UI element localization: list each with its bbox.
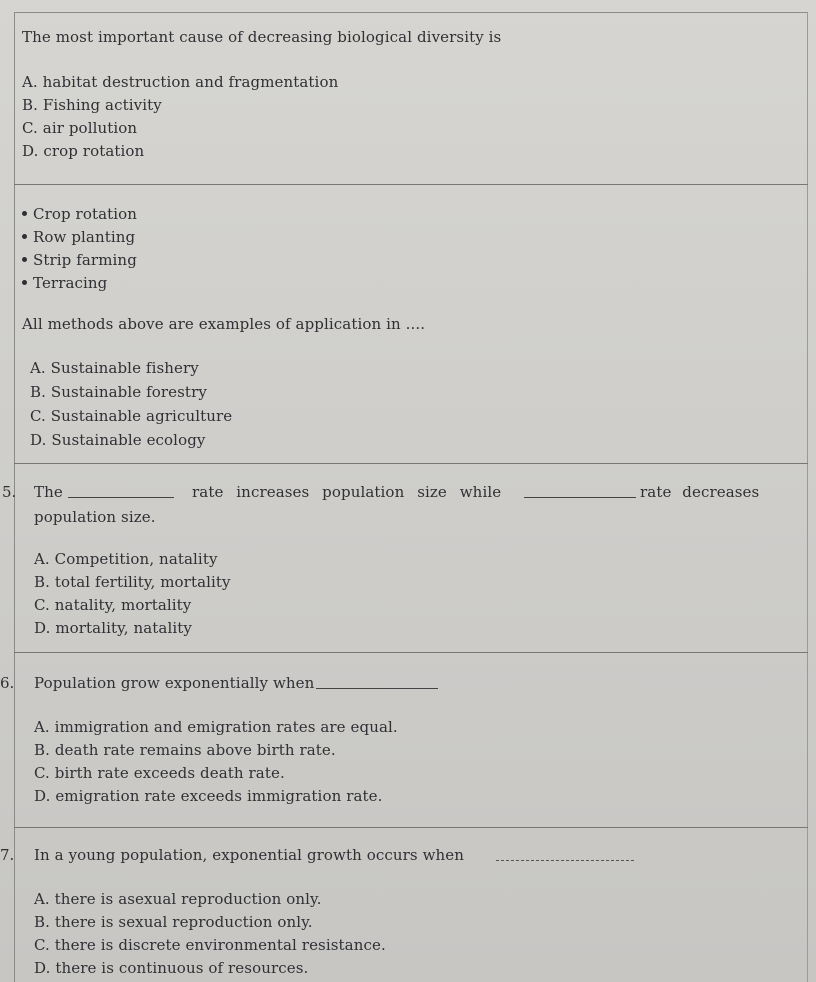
option-c: C. Sustainable agriculture: [30, 407, 233, 425]
bullet-item: Strip farming: [22, 251, 137, 269]
question-stem-middle: rate increases population size while: [192, 483, 502, 501]
answer-blank[interactable]: [496, 859, 634, 861]
bullet-icon: [22, 257, 27, 262]
bullet-icon: [22, 234, 27, 239]
question-stem-line2: population size.: [34, 508, 156, 526]
row-divider: [14, 827, 808, 828]
option-d: D. mortality, natality: [34, 619, 192, 637]
answer-blank[interactable]: [68, 497, 174, 498]
option-a: A. there is asexual reproduction only.: [34, 890, 322, 908]
question-stem: In a young population, exponential growth occurs when: [34, 846, 465, 864]
row-divider: [14, 463, 808, 464]
option-c: C. air pollution: [22, 119, 138, 137]
bullet-icon: [22, 211, 27, 216]
option-c: C. natality, mortality: [34, 596, 192, 614]
answer-blank[interactable]: [524, 497, 636, 498]
answer-blank[interactable]: [316, 688, 438, 689]
option-b: B. death rate remains above birth rate.: [34, 741, 336, 759]
option-a: A. Competition, natality: [34, 550, 218, 568]
option-a: A. habitat destruction and fragmentation: [22, 73, 339, 91]
question-number: 7.: [0, 846, 15, 864]
option-b: B. Sustainable forestry: [30, 383, 207, 401]
question-stem-start: The: [34, 483, 63, 501]
question-stem-end: rate decreases: [640, 483, 760, 501]
table-right-border: [807, 12, 808, 982]
option-b: B. total fertility, mortality: [34, 573, 231, 591]
question-number: 5.: [2, 483, 17, 501]
bullet-item: Row planting: [22, 228, 135, 246]
question-stem: All methods above are examples of application in ....: [22, 315, 426, 333]
option-b: B. Fishing activity: [22, 96, 162, 114]
question-stem: The most important cause of decreasing biological diversity is: [22, 28, 502, 46]
row-divider: [14, 652, 808, 653]
option-d: D. crop rotation: [22, 142, 145, 160]
bullet-icon: [22, 280, 27, 285]
option-a: A. Sustainable fishery: [30, 359, 199, 377]
option-d: D. there is continuous of resources.: [34, 959, 309, 977]
question-number: 6.: [0, 674, 15, 692]
option-a: A. immigration and emigration rates are equal.: [34, 718, 398, 736]
option-c: C. there is discrete environmental resistance.: [34, 936, 386, 954]
row-divider: [14, 184, 808, 185]
option-c: C. birth rate exceeds death rate.: [34, 764, 285, 782]
option-d: D. emigration rate exceeds immigration rate.: [34, 787, 383, 805]
option-b: B. there is sexual reproduction only.: [34, 913, 313, 931]
option-d: D. Sustainable ecology: [30, 431, 206, 449]
bullet-item: Terracing: [22, 274, 107, 292]
question-stem: Population grow exponentially when: [34, 674, 315, 692]
bullet-item: Crop rotation: [22, 205, 137, 223]
table-top-border: [14, 12, 808, 13]
